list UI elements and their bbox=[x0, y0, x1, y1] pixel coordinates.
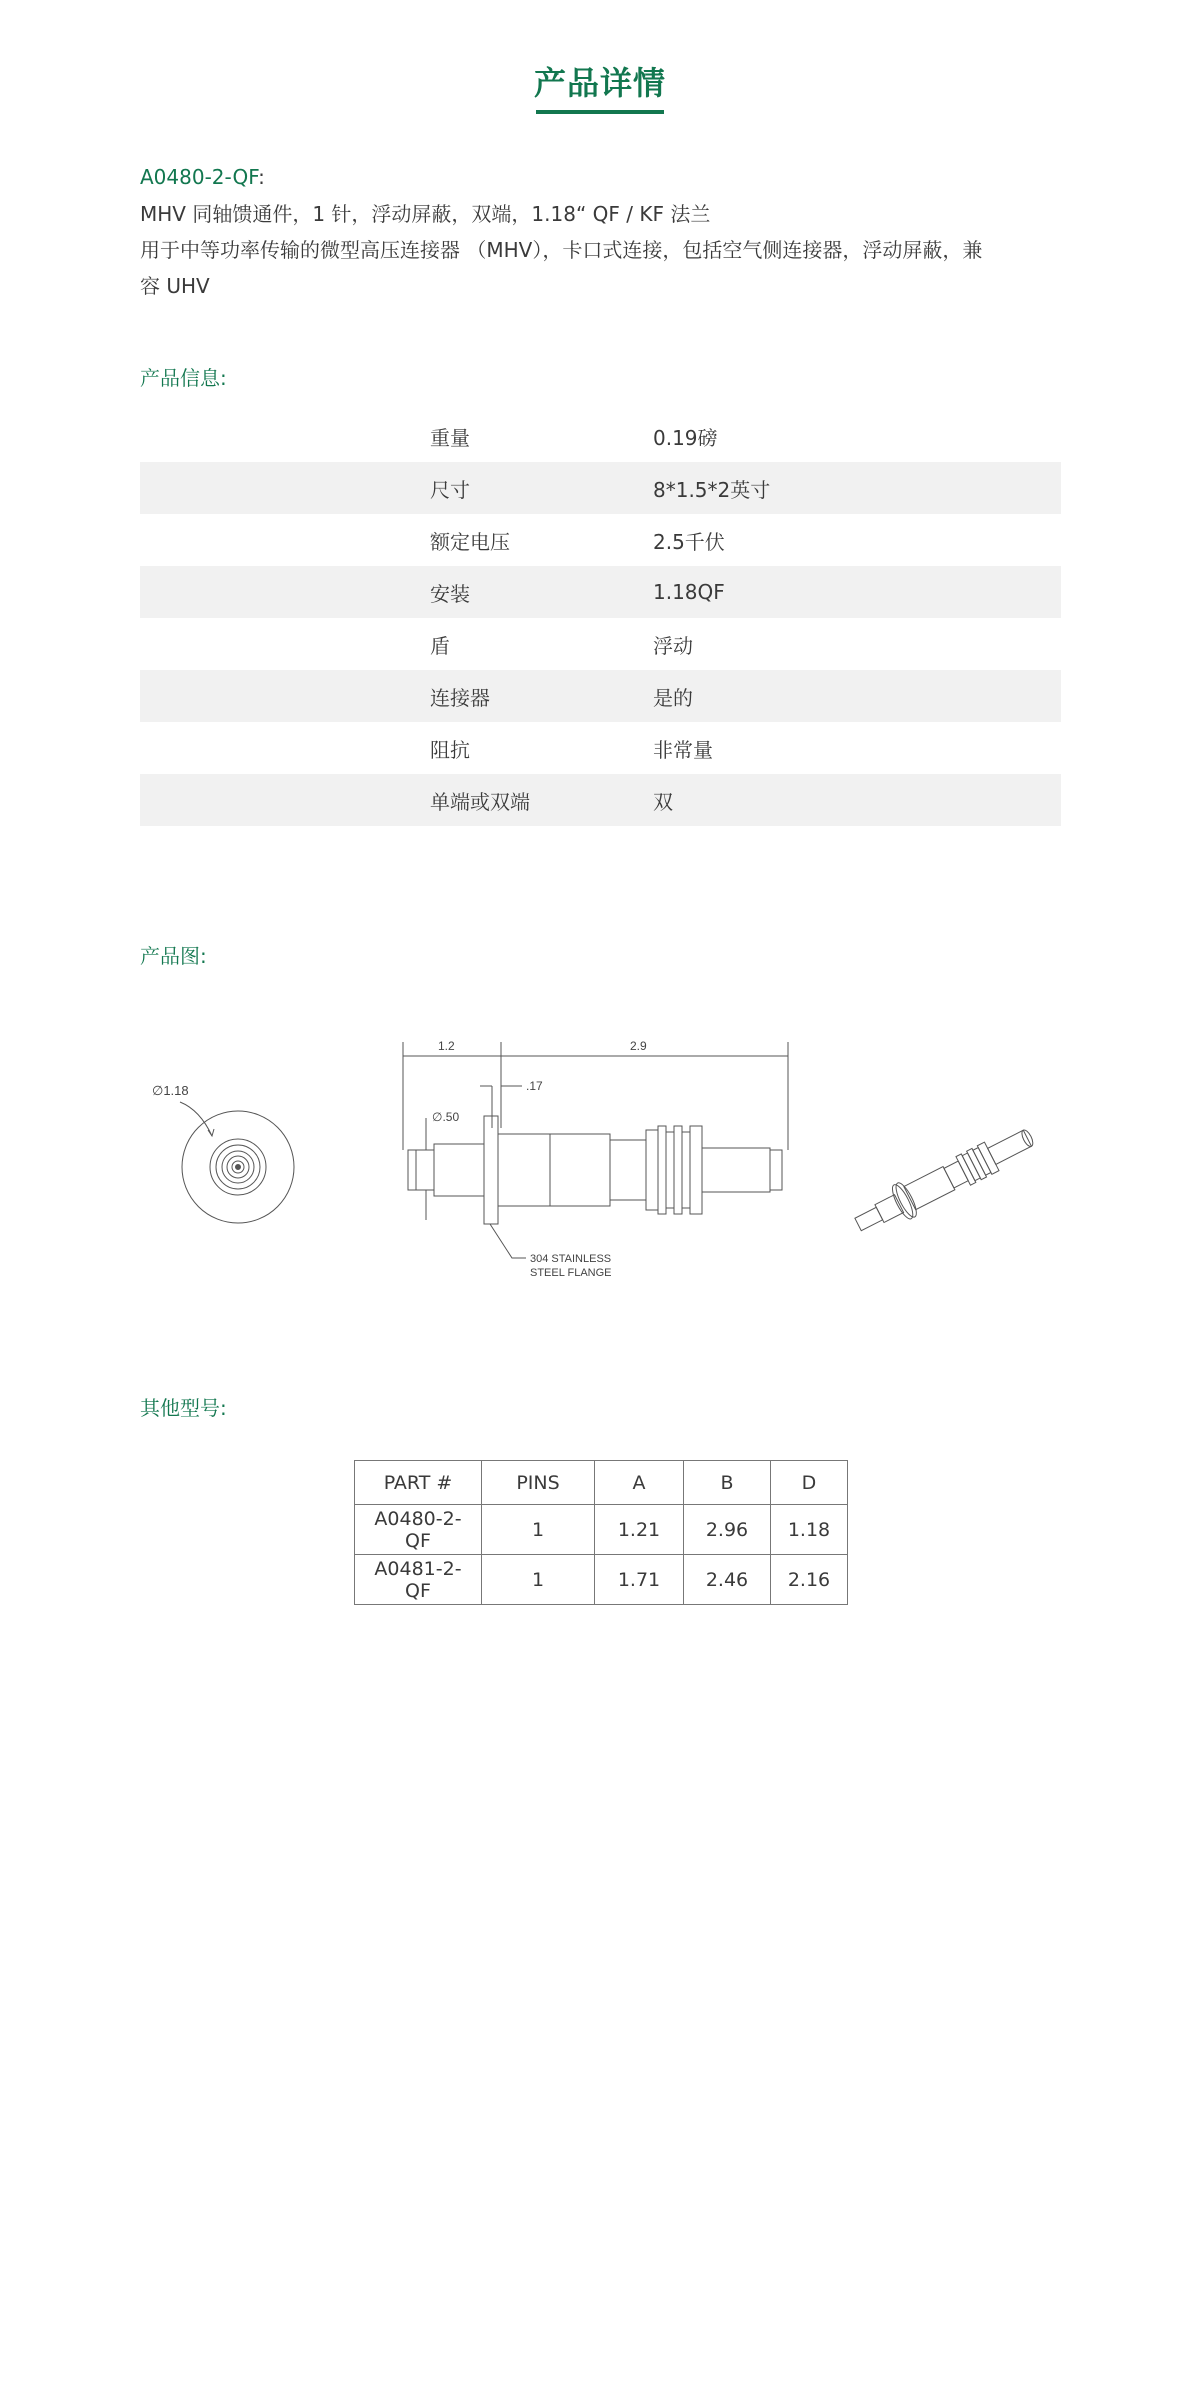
col-header: A bbox=[595, 1461, 684, 1505]
spec-row bbox=[140, 462, 1061, 514]
page-header bbox=[0, 58, 1200, 114]
spec-key: 额定电压 bbox=[430, 529, 510, 554]
cell-b: 2.46 bbox=[684, 1555, 771, 1605]
isometric-view-drawing bbox=[849, 1119, 1039, 1241]
page-title: 产品详情 bbox=[533, 64, 666, 102]
cell-a: 1.21 bbox=[595, 1505, 684, 1555]
spec-key: 安装 bbox=[140, 566, 653, 618]
model-colon: : bbox=[258, 165, 265, 189]
spec-value: 0.19磅 bbox=[653, 425, 718, 450]
spec-row bbox=[140, 410, 1061, 462]
spec-value: 是的 bbox=[653, 670, 1061, 722]
dia-pin-label: ∅.50 bbox=[432, 1110, 460, 1124]
cell-part: A0481-2-QF bbox=[355, 1555, 482, 1605]
table-row bbox=[355, 1505, 848, 1555]
spec-key: 单端或双端 bbox=[140, 774, 653, 826]
section-label-image: 产品图: bbox=[140, 944, 207, 968]
spec-row bbox=[140, 722, 1061, 774]
spec-row bbox=[140, 670, 1061, 722]
col-header: PINS bbox=[482, 1461, 595, 1505]
cell-part: A0480-2-QF bbox=[355, 1505, 482, 1555]
spec-key: 连接器 bbox=[140, 670, 653, 722]
model-label: A0480-2-QF bbox=[140, 165, 259, 189]
description-line: 用于中等功率传输的微型高压连接器 （MHV），卡口式连接，包括空气侧连接器，浮动屏蔽，兼 bbox=[140, 238, 983, 262]
product-drawing bbox=[140, 1010, 1061, 1300]
section-label-other: 其他型号: bbox=[140, 1396, 227, 1420]
table-row bbox=[355, 1555, 848, 1605]
spec-value: 2.5千伏 bbox=[653, 529, 725, 554]
flange-note-line2: STEEL FLANGE bbox=[530, 1267, 612, 1279]
other-models-table bbox=[354, 1460, 848, 1605]
cell-a: 1.71 bbox=[595, 1555, 684, 1605]
spec-row bbox=[140, 514, 1061, 566]
section-label-info: 产品信息: bbox=[140, 366, 227, 390]
table-header-row bbox=[355, 1461, 848, 1505]
side-view-drawing bbox=[403, 1042, 788, 1258]
spec-value: 浮动 bbox=[653, 633, 693, 658]
dim-right-label: 2.9 bbox=[630, 1039, 647, 1053]
spec-row bbox=[140, 618, 1061, 670]
spec-table bbox=[140, 410, 1061, 826]
description-line: 容 UHV bbox=[140, 274, 210, 298]
title-underline bbox=[536, 110, 664, 114]
product-description bbox=[140, 196, 1061, 304]
dim-left-label: 1.2 bbox=[438, 1039, 455, 1053]
dim-small-label: .17 bbox=[526, 1079, 543, 1093]
flange-note-line1: 304 STAINLESS bbox=[530, 1253, 612, 1265]
cell-pins: 1 bbox=[482, 1505, 595, 1555]
front-view-drawing bbox=[180, 1102, 294, 1223]
spec-key: 阻抗 bbox=[430, 737, 470, 762]
spec-key: 重量 bbox=[430, 425, 470, 450]
spec-key: 盾 bbox=[430, 633, 450, 658]
spec-value: 双 bbox=[653, 774, 1061, 826]
col-header: B bbox=[684, 1461, 771, 1505]
spec-value: 1.18QF bbox=[653, 566, 1061, 618]
cell-b: 2.96 bbox=[684, 1505, 771, 1555]
spec-value: 非常量 bbox=[653, 737, 713, 762]
dia-flange-label: ∅1.18 bbox=[152, 1083, 189, 1098]
model-line bbox=[140, 160, 1061, 194]
cell-pins: 1 bbox=[482, 1555, 595, 1605]
spec-value: 8*1.5*2英寸 bbox=[653, 462, 1061, 514]
col-header: PART # bbox=[355, 1461, 482, 1505]
col-header: D bbox=[771, 1461, 848, 1505]
spec-key: 尺寸 bbox=[140, 462, 653, 514]
spec-row bbox=[140, 774, 1061, 826]
cell-d: 2.16 bbox=[771, 1555, 848, 1605]
cell-d: 1.18 bbox=[771, 1505, 848, 1555]
description-line: MHV 同轴馈通件，1 针，浮动屏蔽，双端，1.18“ QF / KF 法兰 bbox=[140, 202, 711, 226]
spec-row bbox=[140, 566, 1061, 618]
